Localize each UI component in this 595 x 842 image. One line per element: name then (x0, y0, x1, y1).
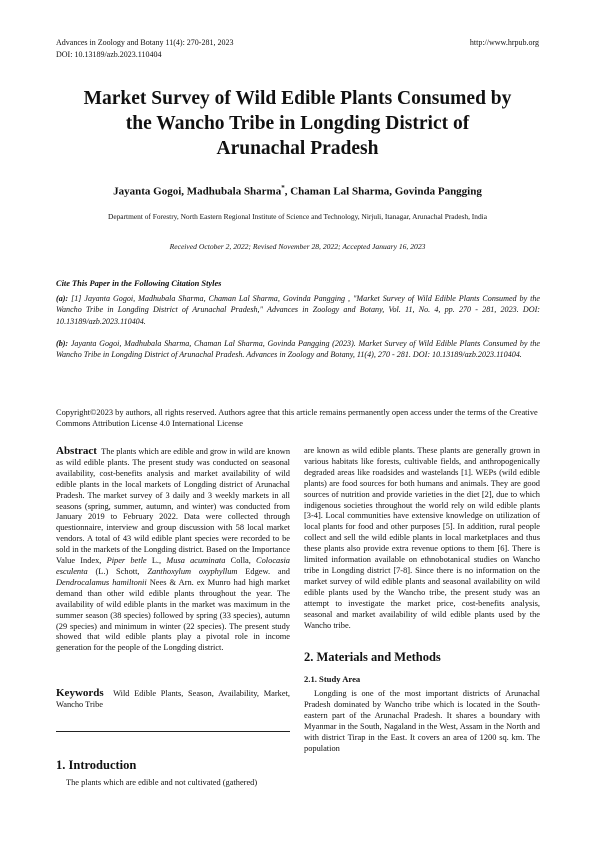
abstract (56, 446, 290, 654)
journal-url[interactable]: http://www.hrpub.org (469, 38, 539, 47)
doi: DOI: 10.13189/azb.2023.110404 (56, 50, 162, 59)
abstract-text: L., (146, 556, 167, 566)
title-line: Arunachal Pradesh (216, 138, 379, 159)
species-name: Dendrocalamus hamiltonii (56, 577, 147, 587)
species-name: Zanthoxylum oxyphyllum (147, 566, 238, 576)
study-area-text: Longding is one of the most important districts of Arunachal Pradesh dominated by Wancho tribe which is located in the South-eastern part of the Arunachal Pradesh. It shares a boundary with Myanmar in the South, Nagaland in the West, Assam in the North and with district Tirap in the East. It covers an area of 1200 sq. km. The population (304, 689, 540, 753)
intro-text: The plants which are edible and not cultivated (gathered) (66, 778, 258, 787)
citation-a-label: (a): (56, 294, 69, 303)
methods-heading: 2. Materials and Methods (304, 650, 441, 664)
abstract-text: The plants which are edible and grow in wild are known as wild edible plants. The present study was conducted on seasonal availability, cost-benefits analysis and market availability of wild edible plants in the local markets of Longding district of Arunachal Pradesh. The market survey of 3 daily and 3 weekly markets in all seasons (spring, summer, autumn, and winter) was conducted from January 2019 to February 2022. Data were collected through questionnaire, interview and group discussion with 58 local market vendors. A total of 43 wild edible plant species were recorded to be sold in the markets of the Longding district. Based on the Importance Value Index, (56, 447, 291, 566)
abstract-text: Nees & Arn. ex Munro had high market demand than other wild edible plants throughout the year. The availability of wild edible plants in the market was maximum in the summer season (38 species) followed by spring (33 species), autumn (29 species) and minimum in winter (22 species). The present study showed that wild edible plants play a pivotal role in income generation for the people of the Longding district. (56, 577, 290, 653)
corresponding-mark: * (281, 184, 285, 192)
abstract-text: (L.) Schott, (87, 566, 148, 576)
title-line: Market Survey of Wild Edible Plants Consumed by (83, 88, 512, 109)
paper-title (40, 86, 555, 161)
species-name: Musa acuminata (166, 556, 226, 566)
journal-citation: Advances in Zoology and Botany 11(4): 270-281, 2023 (56, 38, 234, 47)
author-list-rest: , Chaman Lal Sharma, Govinda Pangging (284, 185, 482, 198)
citation-style-a (56, 293, 540, 327)
intro-continued: are known as wild edible plants. These plants are generally grown in various habitats like forests, cultivable fields, and anthropogenically degraded areas like roadsides and wastelands [1]. WEPs (wild edible plants) are food sources for both humans and animals. They are good sources of nutrition and provide varieties in the diet [2], due to which indigenous societies throughout the world rely on wild edible plants [3-4]. Local communities have extensive knowledge on utilization of local plants for food and other purposes [5]. In addition, rural people collect and sell the wild edible plants in local marketplaces and thus these plants also provide extra revenue options to them [6]. There is limited information available on ethnobotanical studies on Wancho tribe in Longding district [7-8]. Since there is no information on the market survey of wild edible plants and seasonal availability on wild edible plants used by the Wancho tribe, the present study was an attempt to investigate the market price, cost-benefits analysis, seasonal and market availability of wild edible plants used by the Wancho tribe. (304, 446, 540, 630)
author-list: Jayanta Gogoi, Madhubala Sharma (113, 185, 282, 198)
species-name: Colocasia esculenta (56, 556, 290, 576)
citation-b-text: Jayanta Gogoi, Madhubala Sharma, Chaman Lal Sharma, Govinda Pangging (2023). Market Survey of Wild Edible Plants Consumed by the Wancho Tribe in Longding District of Arunachal Pradesh. Advances in Zoology and Botany, 11(4), 270 - 281. DOI: 10.13189/azb.2023.110404. (56, 339, 540, 360)
affiliation: Department of Forestry, North Eastern Regional Institute of Science and Technology, Nirjuli, Itanagar, Arunachal Pradesh, India (107, 212, 487, 221)
copyright-notice: Copyright©2023 by authors, all rights reserved. Authors agree that this article remains permanently open access under the terms of the Creative Commons Attribution License 4.0 International License (56, 408, 538, 428)
keywords-text: Wild Edible Plants, Season, Availability, Market, Wancho Tribe (56, 689, 290, 709)
citation-a-text: [1] Jayanta Gogoi, Madhubala Sharma, Chaman Lal Sharma, Govinda Pangging , "Market Survey of Wild Edible Plants Consumed by the Wancho Tribe in Longding District of Arunachal Pradesh," Advances in Zoology and Botany, Vol. 11, No. 4, pp. 270 - 281, 2023. DOI: 10.13189/azb.2023.110404. (56, 294, 540, 326)
abstract-text: Colla, (225, 556, 257, 566)
abstract-text: Edgew. and (237, 566, 290, 576)
study-area-heading: 2.1. Study Area (304, 674, 361, 684)
section-divider (56, 731, 290, 732)
authors (40, 184, 555, 198)
article-dates: Received October 2, 2022; Revised November 28, 2022; Accepted January 16, 2023 (169, 242, 426, 251)
abstract-heading: Abstract (56, 445, 97, 457)
citation-style-b (56, 338, 540, 361)
species-name: Piper betle (106, 556, 147, 566)
keywords (56, 688, 290, 711)
citation-b-label: (b): (56, 339, 69, 348)
keywords-heading: Keywords (56, 687, 104, 699)
intro-heading: 1. Introduction (56, 758, 137, 772)
title-line: the Wancho Tribe in Longding District of (125, 113, 470, 134)
citation-heading: Cite This Paper in the Following Citation Styles (56, 279, 222, 288)
